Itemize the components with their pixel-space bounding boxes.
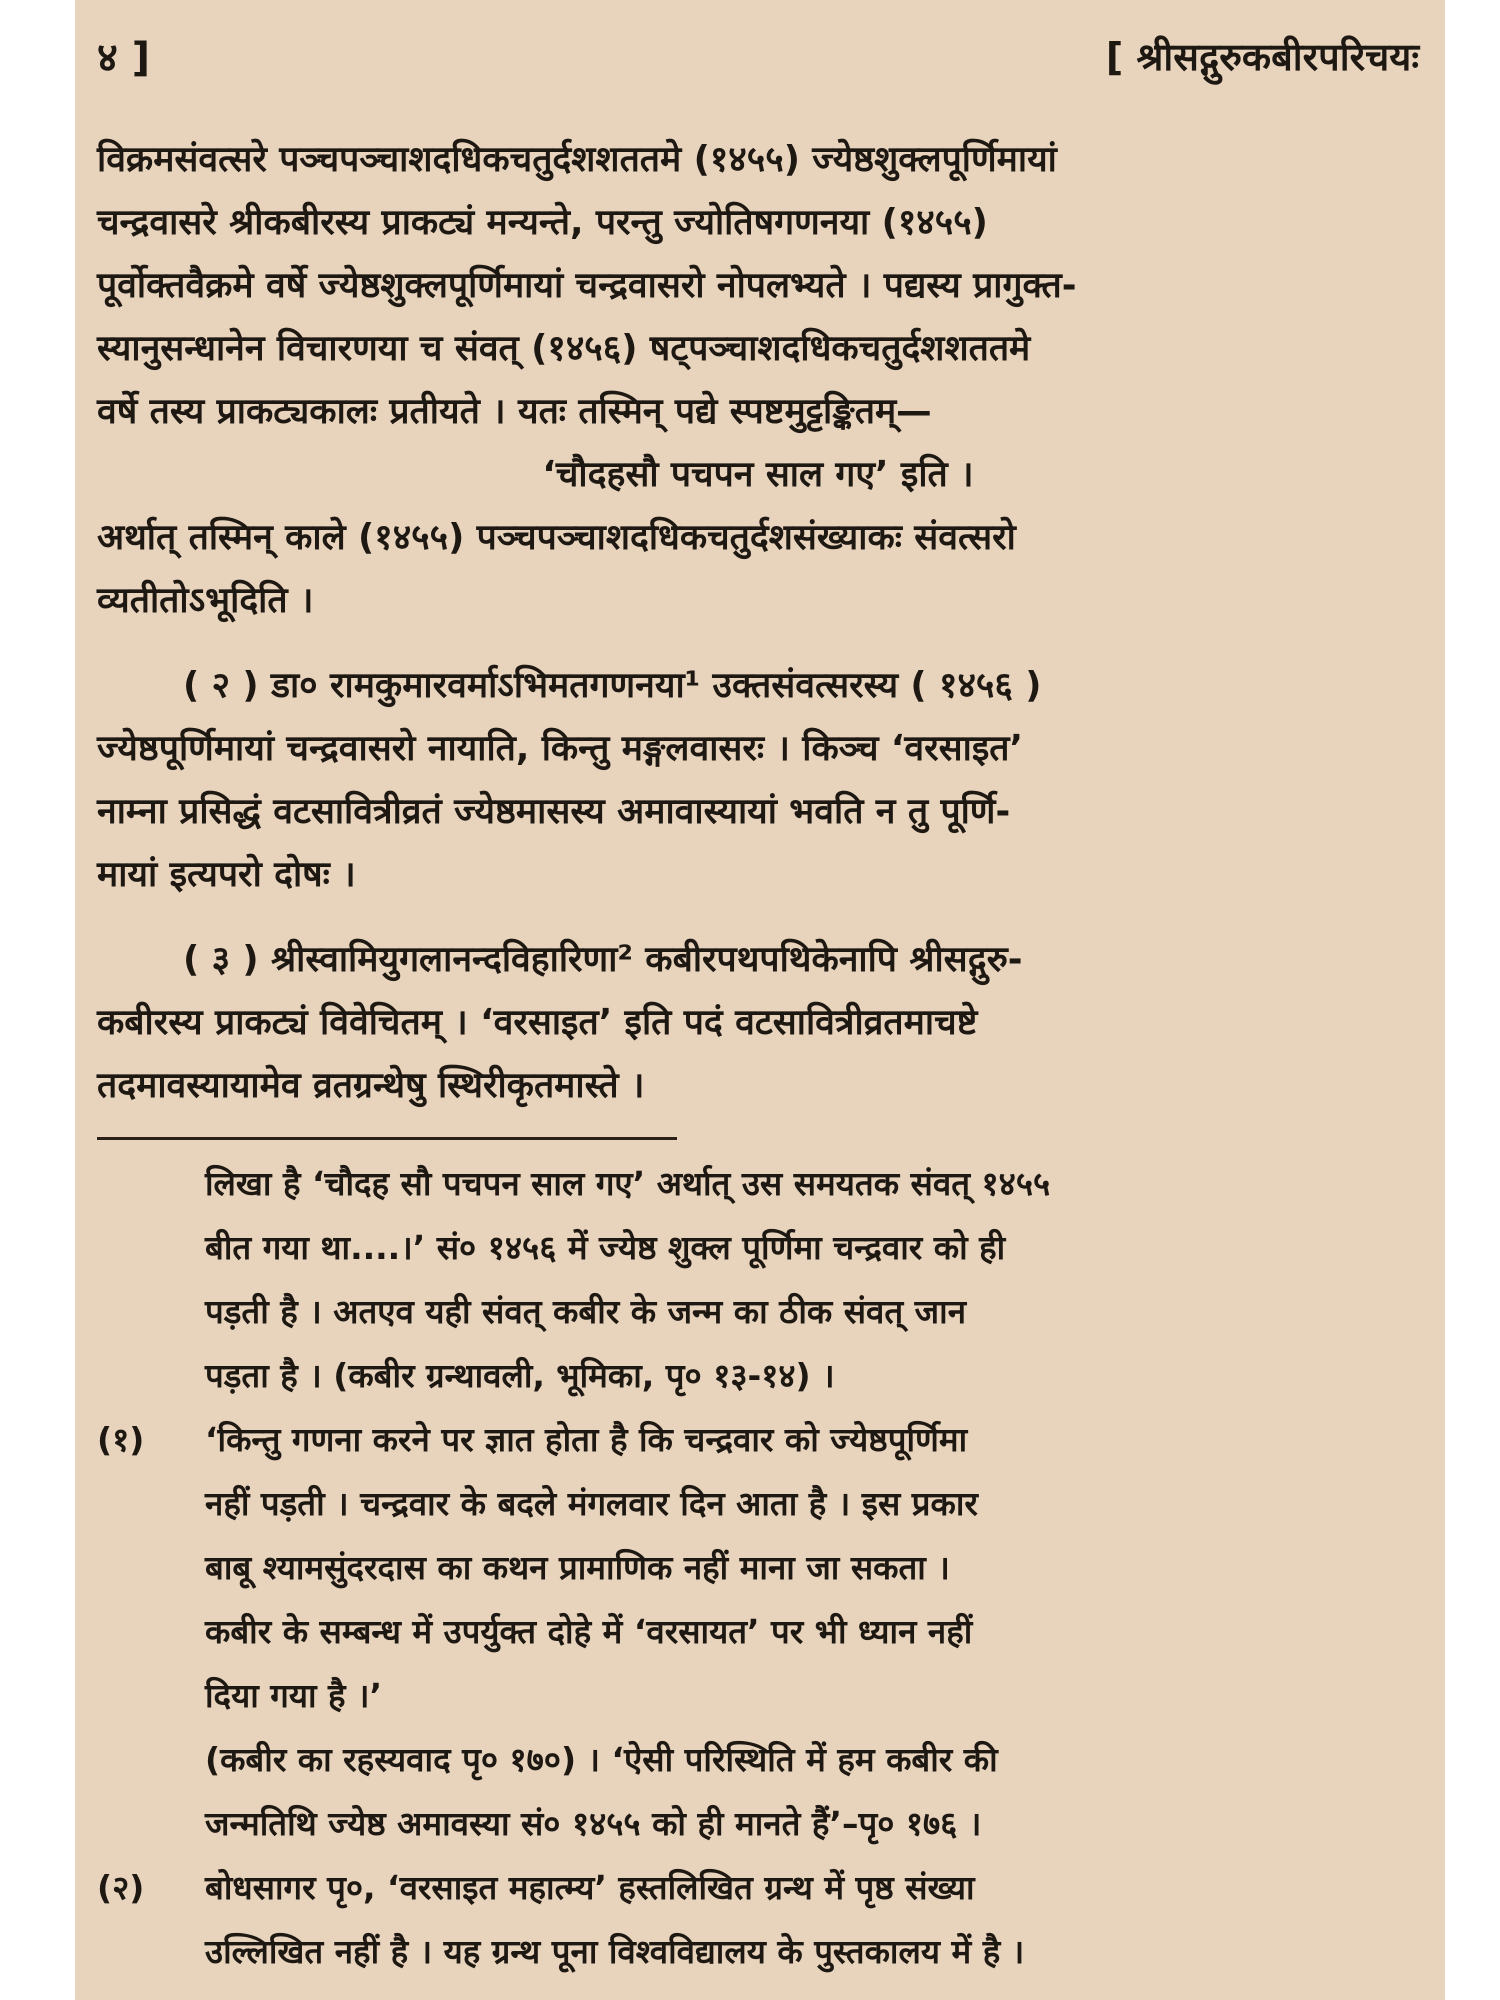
footnote-number: (२) <box>97 1868 145 1907</box>
footnote-line: बोधसागर पृ०, ‘वरसाइत महात्म्य’ हस्तलिखित ग्रन्थ में पृष्ठ संख्या <box>205 1868 975 1907</box>
text-line: कबीरस्य प्राकट्यं विवेचितम् । ‘वरसाइत’ इति पदं वटसावित्रीव्रतमाचष्टे <box>97 1002 978 1043</box>
text-line: अर्थात् तस्मिन् काले (१४५५) पञ्चपञ्चाशदधिकचतुर्दशसंख्याकः संवत्सरो <box>97 517 1016 558</box>
footnote-line: (कबीर का रहस्यवाद पृ० १७०) । ‘ऐसी परिस्थिति में हम कबीर की <box>205 1740 998 1779</box>
footnote-line: उल्लिखित नहीं है । यह ग्रन्थ पूना विश्वविद्यालय के पुस्तकालय में है । <box>205 1932 1025 1971</box>
footnote-continuation-line: बीत गया था....।’ सं० १४५६ में ज्येष्ठ शुक्ल पूर्णिमा चन्द्रवार को ही <box>205 1228 1006 1267</box>
footnote-line: ‘किन्तु गणना करने पर ज्ञात होता है कि चन्द्रवार को ज्येष्ठपूर्णिमा <box>205 1420 968 1459</box>
page-number: ४ ] <box>97 35 151 81</box>
footnote-2 <box>97 1856 1419 1920</box>
text-line: ज्येष्ठपूर्णिमायां चन्द्रवासरो नायाति, किन्तु मङ्गलवासरः । किञ्च ‘वरसाइत’ <box>97 728 1024 769</box>
text-line: नाम्ना प्रसिद्धं वटसावित्रीव्रतं ज्येष्ठमासस्य अमावास्यायां भवति न तु पूर्णि- <box>97 791 1011 832</box>
footnote-1 <box>97 1408 1419 1472</box>
footnote-line: कबीर के सम्बन्ध में उपर्युक्त दोहे में ‘वरसायत’ पर भी ध्यान नहीं <box>205 1612 973 1651</box>
footnote-continuation-line: पड़ता है । (कबीर ग्रन्थावली, भूमिका, पृ० १३-१४) । <box>205 1356 835 1395</box>
footnote-line: नहीं पड़ती । चन्द्रवार के बदले मंगलवार दिन आता है । इस प्रकार <box>205 1484 978 1523</box>
text-line: पूर्वोक्तवैक्रमे वर्षे ज्येष्ठशुक्लपूर्णिमायां चन्द्रवासरो नोपलभ्यते । पद्यस्य प्रागुक्त- <box>97 265 1077 306</box>
footnote-line: बाबू श्यामसुंदरदास का कथन प्रामाणिक नहीं माना जा सकता । <box>205 1548 950 1587</box>
footnote-line: दिया गया है ।’ <box>205 1676 383 1715</box>
footnote-continuation-line: लिखा है ‘चौदह सौ पचपन साल गए’ अर्थात् उस समयतक संवत् १४५५ <box>205 1164 1051 1203</box>
text-line: चन्द्रवासरे श्रीकबीरस्य प्राकट्यं मन्यन्ते, परन्तु ज्योतिषगणनया (१४५५) <box>97 202 988 243</box>
text-line: स्यानुसन्धानेन विचारणया च संवत् (१४५६) षट्पञ्चाशदधिकचतुर्दशशततमे <box>97 328 1031 369</box>
text-line: तदमावस्यायामेव व्रतग्रन्थेषु स्थिरीकृतमास्ते । <box>97 1065 645 1106</box>
footnotes <box>97 1152 1419 1984</box>
text-line: मायां इत्यपरो दोषः । <box>97 854 356 895</box>
running-title: [ श्रीसद्गुरुकबीरपरिचयः <box>1105 35 1419 79</box>
text-line: वर्षे तस्य प्राकट्यकालः प्रतीयते । यतः तस्मिन् पद्ये स्पष्टमुट्टङ्कितम्— <box>97 391 932 432</box>
text-line: व्यतीतोऽभूदिति । <box>97 580 314 621</box>
paragraph-3-start: ( ३ ) श्रीस्वामियुगलानन्दविहारिणा² कबीरपथपथिकेनापि श्रीसद्गुरु- <box>183 939 1023 980</box>
book-page <box>75 0 1445 2000</box>
main-text <box>97 128 1419 1117</box>
quoted-verse: ‘चौदहसौ पचपन साल गए’ इति । <box>542 454 974 495</box>
footnote-divider <box>97 1137 677 1140</box>
footnote-number: (१) <box>97 1420 145 1459</box>
text-line: विक्रमसंवत्सरे पञ्चपञ्चाशदधिकचतुर्दशशततमे (१४५५) ज्येष्ठशुक्लपूर्णिमायां <box>97 139 1057 180</box>
footnote-continuation-line: पड़ती है । अतएव यही संवत् कबीर के जन्म का ठीक संवत् जान <box>205 1292 967 1331</box>
paragraph-2-start: ( २ ) डा० रामकुमारवर्माऽभिमतगणनया¹ उक्तसंवत्सरस्य ( १४५६ ) <box>183 665 1042 706</box>
footnote-line: जन्मतिथि ज्येष्ठ अमावस्या सं० १४५५ को ही मानते हैं’–पृ० १७६ । <box>205 1804 982 1843</box>
